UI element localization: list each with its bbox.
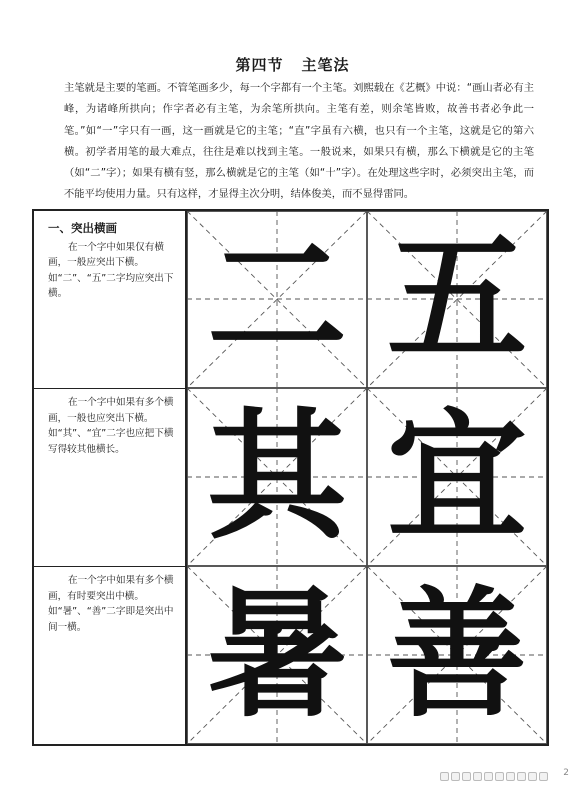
character-wu: 五 — [386, 217, 527, 381]
scan-artifact — [440, 766, 550, 776]
practice-frame — [32, 209, 549, 746]
character-yi: 宜 — [386, 395, 527, 559]
description-block-3 — [34, 573, 185, 635]
character-shan: 善 — [386, 573, 527, 737]
description-block-1 — [34, 221, 185, 302]
page-title — [0, 54, 585, 75]
subsection-heading: 一、突出横画 — [48, 221, 117, 235]
page-number: 2 — [563, 768, 569, 778]
section-number: 第四节 — [235, 56, 284, 74]
character-qi: 其 — [206, 395, 347, 559]
description-column — [34, 211, 187, 744]
description-text: 在一个字中如果有多个横画，一般也应突出下横。如“其”、“宜”二字也应把下横写得较其他横长。 — [48, 397, 174, 455]
character-grid — [187, 211, 547, 744]
intro-paragraph: 主笔就是主要的笔画。不管笔画多少，每一个字都有一个主笔。刘熙载在《艺概》中说：“画山者必有主峰，为诸峰所拱向；作字者必有主笔，为余笔所拱向。主笔有差，则余笔皆败，故善书者必争此一笔。”如“一”字只有一画，这一画就是它的主笔；“直”字虽有六横，也只有一个主笔，这就是它的第六横。初学者用笔的最大难点，往往是难以找到主笔。一般说来，如果只有横，那么下横就是它的主笔（如“二”字）；如果有横有竖，那么横就是它的主笔（如“十”字）。在处理这些字时，必须突出主笔，而不能平均使用力量。只有这样，才显得主次分明，结体俊美，而不显得雷同。 — [64, 82, 534, 201]
row-divider — [34, 388, 185, 389]
section-title: 主笔法 — [301, 56, 350, 74]
row-divider — [34, 566, 185, 567]
character-shu: 暑 — [206, 573, 347, 737]
character-er: 二 — [206, 217, 347, 381]
description-block-2 — [34, 395, 185, 457]
description-text: 在一个字中如果有多个横画，有时要突出中横。如“暑”、“善”二字即是突出中间一横。 — [48, 575, 174, 633]
description-text: 在一个字中如果仅有横画，一般应突出下横。如“二”、“五”二字均应突出下横。 — [48, 241, 174, 299]
